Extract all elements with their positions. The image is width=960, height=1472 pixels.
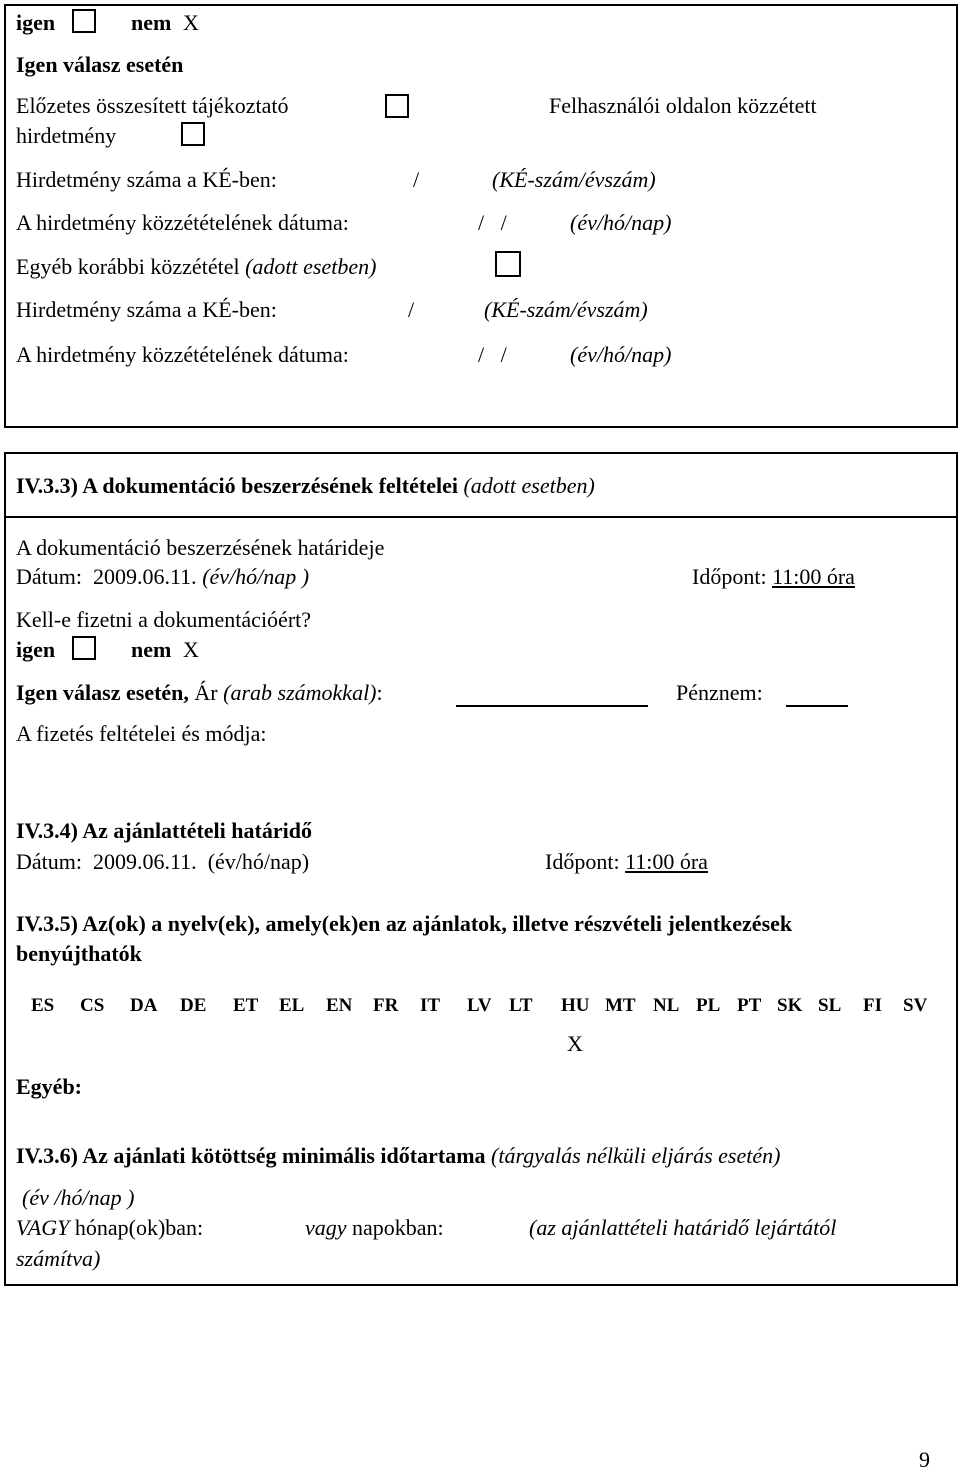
s433-date-value: 2009.06.11. xyxy=(93,564,197,589)
price-hint: (arab számokkal) xyxy=(223,680,377,705)
s433-nem-mark: X xyxy=(183,637,199,662)
s436-months-row xyxy=(16,1217,203,1239)
language-code: LV xyxy=(467,995,492,1016)
buyer-profile-label: Felhasználói oldalon közzétett xyxy=(549,93,817,118)
language-code: EL xyxy=(279,995,305,1016)
currency-label: Pénznem: xyxy=(676,680,763,705)
notice-number-hint-2: (KÉ-szám/évszám) xyxy=(484,297,648,322)
price-input-line[interactable] xyxy=(456,705,648,707)
s434-date-row xyxy=(16,851,309,873)
s434-date-hint: (év/hó/nap) xyxy=(207,849,310,874)
s433-title-hint: (adott esetben) xyxy=(463,473,595,498)
language-code: DA xyxy=(130,995,158,1016)
language-code: DE xyxy=(180,995,207,1016)
other-language-label: Egyéb: xyxy=(16,1074,82,1099)
pub-date-hint: (év/hó/nap) xyxy=(570,210,672,235)
notice-number-sep-2: / xyxy=(408,297,415,322)
nem-mark: X xyxy=(183,10,199,35)
igen-label: igen xyxy=(16,10,56,35)
s436-from-hint-1: (az ajánlattételi határidő lejártától xyxy=(529,1215,837,1240)
language-code: EN xyxy=(326,995,353,1016)
language-code: IT xyxy=(420,995,441,1016)
price-label: Ár xyxy=(194,680,218,705)
pay-question: Kell-e fizetni a dokumentációért? xyxy=(16,607,312,632)
price-colon: : xyxy=(376,680,383,705)
s433-title xyxy=(16,475,595,497)
buyer-profile-checkbox[interactable] xyxy=(181,122,205,146)
language-code: HU xyxy=(561,995,590,1016)
s434-time-row xyxy=(545,851,708,873)
price-if-yes: Igen válasz esetén, xyxy=(16,680,189,705)
s433-time-value: 11:00 óra xyxy=(772,564,855,589)
prior-notice-checkbox[interactable] xyxy=(385,94,409,118)
language-code: ET xyxy=(233,995,259,1016)
s433-date-row xyxy=(16,566,309,588)
s436-or-label: VAGY xyxy=(16,1215,70,1240)
language-code: CS xyxy=(80,995,105,1016)
language-code: FI xyxy=(863,995,882,1016)
s433-igen-label: igen xyxy=(16,637,56,662)
language-code: LT xyxy=(509,995,533,1016)
s436-title-hint: (tárgyalás nélküli eljárás esetén) xyxy=(491,1143,781,1168)
payment-terms-label: A fizetés feltételei és módja: xyxy=(16,721,267,746)
s434-time-label: Időpont: xyxy=(545,849,620,874)
hirdetmeny-label: hirdetmény xyxy=(16,123,117,148)
page-number: 9 xyxy=(919,1447,930,1472)
s436-title xyxy=(16,1145,780,1167)
s433-time-row xyxy=(692,566,855,588)
s436-from-hint-2: számítva) xyxy=(16,1246,101,1271)
notice-number-label-2: Hirdetmény száma a KÉ-ben: xyxy=(16,297,277,322)
igen-checkbox[interactable] xyxy=(72,9,96,33)
language-code: SK xyxy=(777,995,803,1016)
other-pub-text: Egyéb korábbi közzététel xyxy=(16,254,240,279)
s434-time-value: 11:00 óra xyxy=(625,849,708,874)
s433-date-hint: (év/hó/nap ) xyxy=(202,564,310,589)
language-code: PL xyxy=(696,995,721,1016)
language-code: SV xyxy=(903,995,928,1016)
s435-title-line1: IV.3.5) Az(ok) a nyelv(ek), amely(ek)en az ajánlatok, illetve részvételi jelentkezések xyxy=(16,911,793,936)
other-pub-hint: (adott esetben) xyxy=(245,254,377,279)
pub-date-hint-2: (év/hó/nap) xyxy=(570,342,672,367)
language-code: FR xyxy=(373,995,399,1016)
s436-title-text: IV.3.6) Az ajánlati kötöttség minimális időtartama xyxy=(16,1143,486,1168)
pub-date-sep-2: / / xyxy=(478,342,507,367)
pub-date-sep: / / xyxy=(478,210,507,235)
other-pub-checkbox[interactable] xyxy=(495,251,521,277)
section-divider xyxy=(4,516,958,518)
doc-deadline-label: A dokumentáció beszerzésének határideje xyxy=(16,535,385,560)
currency-input-line[interactable] xyxy=(786,705,848,707)
s433-date-label: Dátum: xyxy=(16,564,82,589)
s436-days-row xyxy=(305,1217,444,1239)
price-row xyxy=(16,682,383,704)
s433-title-text: IV.3.3) A dokumentáció beszerzésének feltételei xyxy=(16,473,458,498)
notice-number-label: Hirdetmény száma a KÉ-ben: xyxy=(16,167,277,192)
s434-date-label: Dátum: xyxy=(16,849,82,874)
s436-months-label: hónap(ok)ban: xyxy=(74,1215,204,1240)
other-pub-label xyxy=(16,256,376,278)
s433-igen-checkbox[interactable] xyxy=(72,636,96,660)
nem-label: nem xyxy=(131,10,172,35)
language-code: ES xyxy=(31,995,55,1016)
s433-nem-label: nem xyxy=(131,637,172,662)
if-yes-heading: Igen válasz esetén xyxy=(16,52,184,77)
language-code: MT xyxy=(605,995,636,1016)
s436-days-label: napokban: xyxy=(352,1215,444,1240)
pub-date-label-2: A hirdetmény közzétételének dátuma: xyxy=(16,342,349,367)
s436-or-small: vagy xyxy=(305,1215,347,1240)
s433-time-label: Időpont: xyxy=(692,564,767,589)
language-code: NL xyxy=(653,995,680,1016)
prior-notice-label: Előzetes összesített tájékoztató xyxy=(16,93,289,118)
s435-title-line2: benyújthatók xyxy=(16,941,142,966)
pub-date-label: A hirdetmény közzétételének dátuma: xyxy=(16,210,349,235)
notice-number-sep: / xyxy=(413,167,420,192)
s434-date-value: 2009.06.11. xyxy=(93,849,197,874)
language-code: SL xyxy=(818,995,842,1016)
s436-date-hint: (év /hó/nap ) xyxy=(22,1185,135,1210)
s434-title: IV.3.4) Az ajánlattételi határidő xyxy=(16,818,312,843)
selected-language-mark: X xyxy=(567,1031,583,1056)
notice-number-hint: (KÉ-szám/évszám) xyxy=(492,167,656,192)
language-code: PT xyxy=(737,995,762,1016)
